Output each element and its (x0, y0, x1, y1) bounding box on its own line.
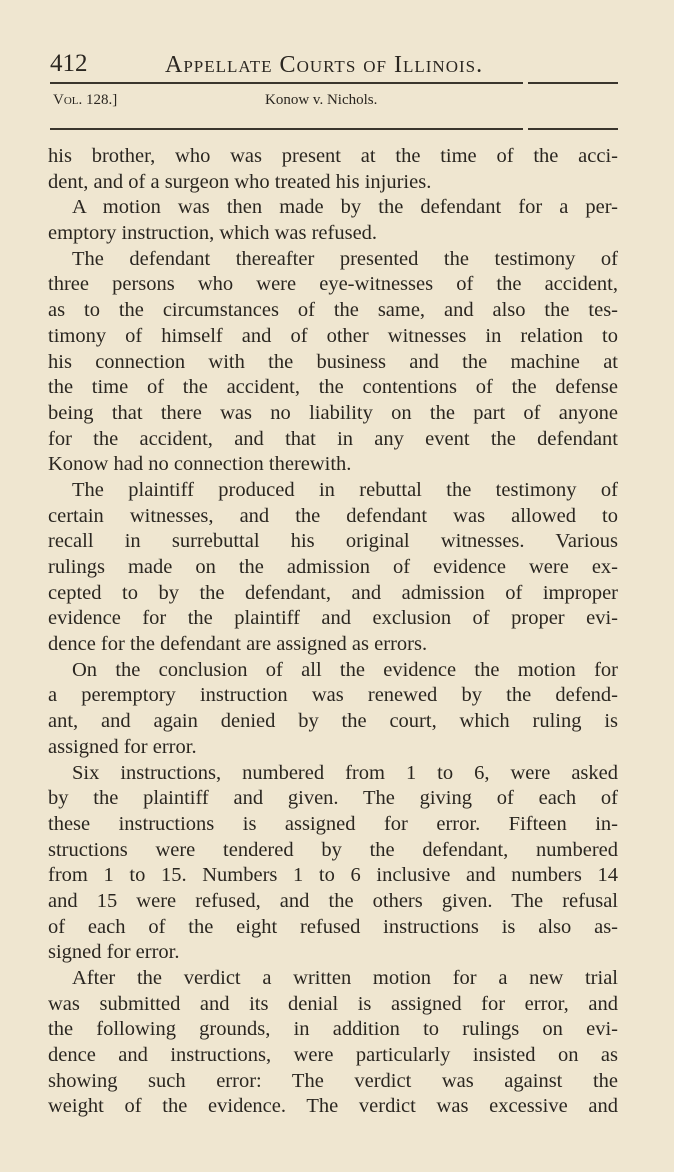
text-line: and 15 were refused, and the others given. The refusal (48, 889, 618, 912)
text-line: ant, and again denied by the court, which ruling is (48, 710, 618, 733)
text-line: Six instructions, numbered from 1 to 6, were asked (72, 761, 618, 784)
text-line: signed for error. (48, 941, 180, 964)
text-line: showing such error: The verdict was against the (48, 1069, 618, 1092)
text-line: was submitted and its denial is assigned for error, and (48, 992, 618, 1015)
header-rule-bottom-right (528, 128, 618, 130)
text-line: weight of the evidence. The verdict was excessive and (48, 1095, 618, 1118)
paragraph (48, 195, 618, 246)
text-line: assigned for error. (48, 735, 197, 758)
text-line: a peremptory instruction was renewed by the defend- (48, 684, 618, 707)
text-line: After the verdict a written motion for a new trial (72, 967, 618, 989)
text-line: On the conclusion of all the evidence the motion for (72, 658, 618, 681)
text-line: rulings made on the admission of evidence were ex- (48, 556, 618, 578)
paragraph (48, 658, 618, 761)
text-line: cepted to by the defendant, and admission of improper (48, 581, 618, 604)
paragraph (48, 761, 618, 967)
body-text (48, 144, 618, 1120)
paragraph (48, 144, 618, 195)
text-line: structions were tendered by the defendant, numbered (48, 838, 618, 861)
text-line: of each of the eight refused instructions is also as- (48, 915, 618, 938)
paragraph (48, 247, 618, 478)
page-number: 412 (50, 50, 88, 77)
header-rule-top-right (528, 82, 618, 84)
text-line: by the plaintiff and given. The giving of each of (48, 787, 618, 810)
text-line: for the accident, and that in any event the defendant (48, 427, 618, 450)
text-line: Konow had no connection therewith. (48, 453, 352, 476)
text-line: dence and instructions, were particularly insisted on as (48, 1044, 618, 1067)
paragraph (48, 966, 618, 1120)
text-line: The plaintiff produced in rebuttal the testimony of (72, 478, 618, 501)
text-line: his brother, who was present at the time of the acci- (48, 145, 618, 167)
text-line: the following grounds, in addition to rulings on evi- (48, 1018, 618, 1041)
text-line: dent, and of a surgeon who treated his injuries. (48, 170, 432, 193)
text-line: from 1 to 15. Numbers 1 to 6 inclusive and numbers 14 (48, 864, 618, 887)
text-line: A motion was then made by the defendant for a per- (72, 196, 618, 219)
text-line: certain witnesses, and the defendant was allowed to (48, 504, 618, 527)
case-title: Konow v. Nichols. (265, 92, 378, 108)
text-line: emptory instruction, which was refused. (48, 222, 378, 245)
text-line: as to the circumstances of the same, and also the tes- (48, 299, 618, 322)
header-rule-bottom (50, 128, 523, 130)
volume-label: Vol. 128.] (53, 92, 118, 108)
text-line: evidence for the plaintiff and exclusion of proper evi- (48, 607, 618, 630)
text-line: dence for the defendant are assigned as errors. (48, 633, 428, 656)
text-line: timony of himself and of other witnesses in relation to (48, 324, 618, 347)
paragraph (48, 478, 618, 658)
text-line: his connection with the business and the machine at (48, 350, 618, 373)
text-line: recall in surrebuttal his original witnesses. Various (48, 530, 618, 553)
text-line: the time of the accident, the contentions of the defense (48, 376, 618, 399)
text-line: being that there was no liability on the part of anyone (48, 401, 618, 424)
text-line: three persons who were eye-witnesses of the accident, (48, 273, 618, 296)
text-line: these instructions is assigned for error. Fifteen in- (48, 812, 618, 835)
running-title: Appellate Courts of Illinois. (165, 52, 484, 78)
text-line: The defendant thereafter presented the testimony of (72, 247, 618, 270)
header-rule-top (50, 82, 523, 84)
